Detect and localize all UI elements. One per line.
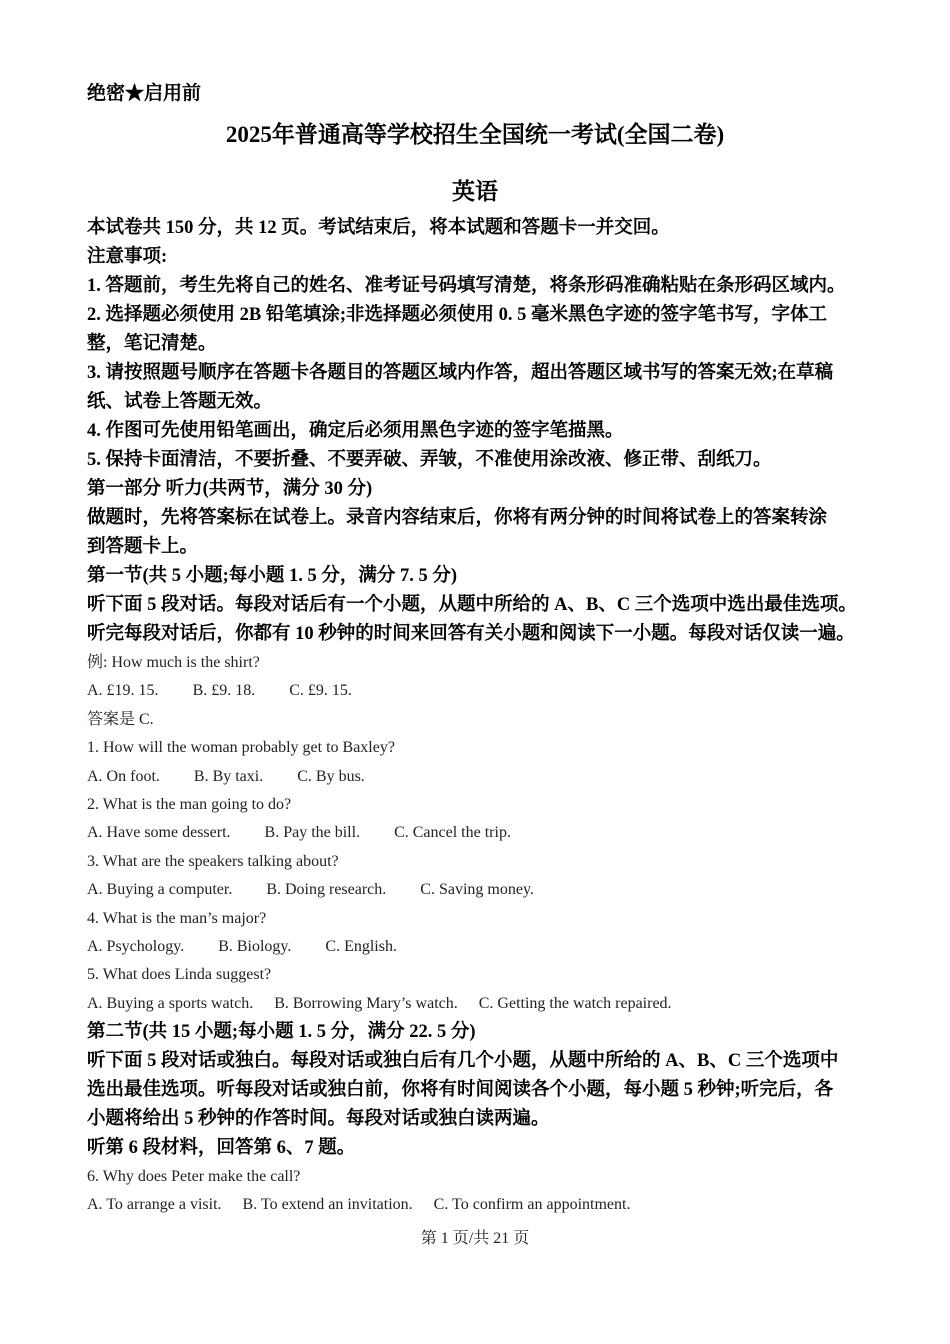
answer-option: B. Doing research. [266,881,387,899]
instruction-line: 第一部分 听力(共两节，满分 30 分) [87,479,373,499]
answer-option: C. To confirm an appointment. [433,1196,631,1214]
instruction-line: 第二节(共 15 小题;每小题 1. 5 分，满分 22. 5 分) [87,1022,476,1043]
instruction-line: 听下面 5 段对话或独白。每段对话或独白后有几个小题，从题中所给的 A、B、C 三个选项中 [87,1051,839,1072]
instruction-line: 做题时，先将答案标在试卷上。录音内容结束后，你将有两分钟的时间将试卷上的答案转涂 [87,508,828,528]
answer-option: A. Have some dessert. [87,824,231,842]
answer-option: B. By taxi. [193,767,264,785]
question-line: 例: How much is the shirt? [87,654,260,671]
instruction-line: 1. 答题前，考生先将自己的姓名、准考证号码填写清楚，将条形码准确粘贴在条形码区域内。 [87,276,846,296]
instruction-line: 到答题卡上。 [87,537,199,557]
instruction-line: 3. 请按照题号顺序在答题卡各题目的答题区域内作答，超出答题区域书写的答案无效;在草稿 [87,363,834,383]
page-number: 第 1 页/共 21 页 [420,1230,530,1247]
question-line: 5. What does Linda suggest? [87,966,272,984]
confidential-label: 绝密★启用前 [87,83,202,104]
answer-option: C. By bus. [297,767,365,785]
exam-title: 2025年普通高等学校招生全国统一考试(全国二卷) [225,122,725,147]
instruction-line: 听第 6 段材料，回答第 6、7 题。 [87,1138,356,1159]
answer-options [87,876,877,904]
answer-option: A. Buying a computer. [87,881,233,899]
answer-options [87,763,877,791]
question-line: 1. How will the woman probably get to Baxley? [87,739,395,757]
answer-options [87,677,877,705]
instruction-line: 第一节(共 5 小题;每小题 1. 5 分，满分 7. 5 分) [87,566,457,586]
answer-option: B. Borrowing Mary’s watch. [274,994,458,1012]
question-line: 2. What is the man going to do? [87,795,292,813]
answer-option: A. Buying a sports watch. [87,994,254,1012]
document-body [87,214,877,1220]
answer-option: C. Getting the watch repaired. [478,994,672,1012]
instruction-line: 4. 作图可先使用铅笔画出，确定后必须用黑色字迹的签字笔描黑。 [87,421,624,441]
answer-option: C. English. [325,937,397,955]
answer-option: B. £9. 18. [192,682,256,700]
answer-option: C. £9. 15. [289,682,352,700]
answer-option: A. On foot. [87,767,160,785]
answer-options [87,1191,877,1219]
instruction-line: 小题将给出 5 秒钟的作答时间。每段对话或独白读两遍。 [87,1109,550,1130]
instruction-line: 听完每段对话后，你都有 10 秒钟的时间来回答有关小题和阅读下一小题。每段对话仅读一遍。 [87,624,855,644]
answer-options [87,990,877,1018]
question-line: 3. What are the speakers talking about? [87,852,339,870]
answer-option: A. To arrange a visit. [87,1196,222,1214]
answer-option: A. Psychology. [87,937,185,955]
instruction-line: 注意事项: [87,247,168,267]
answer-option: B. To extend an invitation. [242,1196,413,1214]
instruction-line: 整，笔记清楚。 [87,334,217,354]
instruction-line: 纸、试卷上答题无效。 [87,392,273,412]
question-line: 6. Why does Peter make the call? [87,1168,301,1186]
instruction-line: 选出最佳选项。听每段对话或独白前，你将有时间阅读各个小题，每小题 5 秒钟;听完后，各 [87,1080,834,1101]
answer-options [87,819,877,847]
answer-options [87,933,877,961]
instruction-line: 2. 选择题必须使用 2B 铅笔填涂;非选择题必须使用 0. 5 毫米黑色字迹的签字笔书写，字体工 [87,305,828,325]
instruction-line: 听下面 5 段对话。每段对话后有一个小题，从题中所给的 A、B、C 三个选项中选出最佳选项。 [87,595,857,615]
instruction-line: 5. 保持卡面清洁，不要折叠、不要弄破、弄皱，不准使用涂改液、修正带、刮纸刀。 [87,450,772,470]
answer-option: B. Pay the bill. [264,824,361,842]
subject-title: 英语 [452,179,498,204]
question-line: 4. What is the man’s major? [87,909,267,927]
answer-option: C. Saving money. [420,881,534,899]
question-line: 答案是 C. [87,710,154,728]
instruction-line: 本试卷共 150 分，共 12 页。考试结束后，将本试题和答题卡一并交回。 [87,218,670,238]
answer-option: A. £19. 15. [87,682,159,700]
answer-option: C. Cancel the trip. [394,824,511,842]
answer-option: B. Biology. [218,937,292,955]
